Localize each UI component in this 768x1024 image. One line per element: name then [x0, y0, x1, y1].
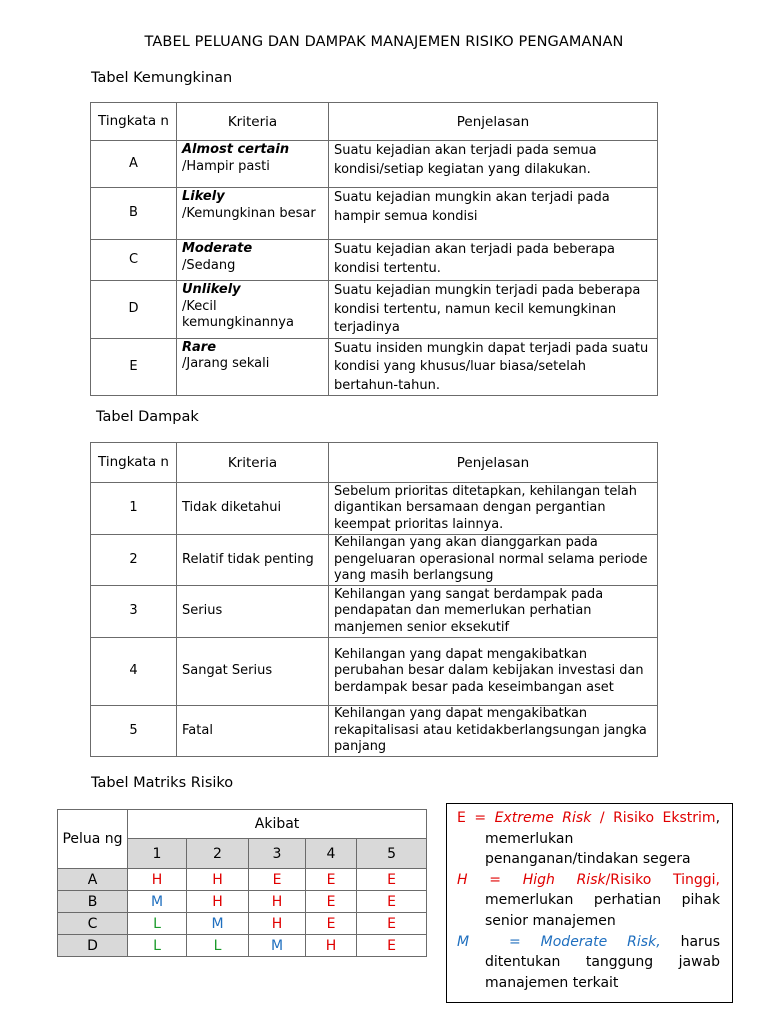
penjelasan-cell: Kehilangan yang dapat mengakibatkan perubahan besar dalam kebijakan investasi dan berdampak besar pada keseimbangan aset — [329, 638, 658, 706]
header-tingkatan: Tingkata n — [91, 103, 177, 141]
table-row — [91, 188, 658, 240]
kriteria-cell: Fatal — [177, 706, 329, 757]
kriteria-cell: Tidak diketahui — [177, 483, 329, 535]
header-kriteria: Kriteria — [177, 443, 329, 483]
level-cell: 5 — [91, 706, 177, 757]
legend-high: H = High Risk/Risiko Tinggi, memerlukan perhatian pihak senior manajemen — [457, 871, 720, 929]
table-row — [91, 483, 658, 535]
penjelasan-cell: Kehilangan yang sangat berdampak pada pendapatan dan memerlukan perhatian manjemen senior eksekutif — [329, 586, 658, 638]
table-row — [91, 586, 658, 638]
kriteria-cell: Serius — [177, 586, 329, 638]
penjelasan-cell: Suatu insiden mungkin dapat terjadi pada suatu kondisi yang khusus/luar biasa/setelah bertahun-tahun. — [329, 338, 658, 396]
document-title: TABEL PELUANG DAN DAMPAK MANAJEMEN RISIKO PENGAMANAN — [144, 34, 624, 50]
kemungkinan-table — [90, 102, 658, 396]
risk-cell: L — [128, 913, 187, 935]
risk-matrix-table — [57, 809, 427, 957]
risk-cell: H — [128, 869, 187, 891]
penjelasan-cell: Sebelum prioritas ditetapkan, kehilangan telah digantikan bersamaan dengan pergantian keempat prioritas lainnya. — [329, 483, 658, 535]
table-row — [91, 535, 658, 586]
matrix-row — [58, 891, 427, 913]
kriteria-cell — [177, 188, 329, 240]
table-row — [91, 706, 658, 757]
risk-cell: E — [357, 935, 427, 957]
akibat-col-2: 2 — [187, 839, 249, 869]
kriteria-english: Unlikely — [182, 282, 241, 297]
legend-h-ind: /Risiko Tinggi, — [605, 871, 720, 888]
risk-cell: H — [187, 891, 249, 913]
dampak-heading: Tabel Dampak — [96, 409, 199, 425]
legend-h-code: H — [457, 871, 468, 888]
legend-m-rest: harus ditentukan tanggung jawab manajemen terkait — [485, 933, 720, 991]
kriteria-indonesian: /Hampir pasti — [182, 158, 270, 174]
level-cell: A — [91, 141, 177, 188]
header-tingkatan: Tingkata n — [91, 443, 177, 483]
table-row — [91, 240, 658, 281]
risk-cell: H — [249, 891, 306, 913]
penjelasan-cell: Suatu kejadian akan terjadi pada beberapa kondisi tertentu. — [329, 240, 658, 281]
legend-e-slash: / — [599, 810, 605, 826]
risk-cell: M — [249, 935, 306, 957]
header-kriteria: Kriteria — [177, 103, 329, 141]
level-cell: D — [91, 281, 177, 339]
risk-cell: E — [306, 869, 357, 891]
penjelasan-cell: Suatu kejadian mungkin terjadi pada beberapa kondisi tertentu, namun kecil kemungkinan terjadinya — [329, 281, 658, 339]
kriteria-cell — [177, 141, 329, 188]
header-penjelasan: Penjelasan — [329, 443, 658, 483]
table-header-row — [91, 443, 658, 483]
legend-m-code: M — [457, 933, 470, 950]
penjelasan-cell: Kehilangan yang akan dianggarkan pada pengeluaran operasional normal selama periode yang masih berlangsung — [329, 535, 658, 586]
table-row — [91, 338, 658, 396]
matriks-heading: Tabel Matriks Risiko — [91, 775, 234, 791]
legend-e-ind: Risiko Ekstrim — [613, 810, 716, 826]
kriteria-cell: Relatif tidak penting — [177, 535, 329, 586]
peluang-row-label: B — [58, 891, 128, 913]
level-cell: 1 — [91, 483, 177, 535]
risk-cell: L — [128, 935, 187, 957]
legend-moderate: M = Moderate Risk, harus ditentukan tanggung jawab manajemen terkait — [457, 933, 720, 991]
dampak-table — [90, 442, 658, 757]
kriteria-cell — [177, 240, 329, 281]
risk-legend — [446, 803, 733, 1003]
legend-e-term: Extreme Risk — [494, 810, 592, 826]
legend-e-rest: , memerlukan penanganan/tindakan segera — [485, 810, 721, 868]
akibat-col-5: 5 — [357, 839, 427, 869]
akibat-col-1: 1 — [128, 839, 187, 869]
kriteria-english: Almost certain — [182, 142, 290, 157]
kriteria-cell: Sangat Serius — [177, 638, 329, 706]
level-cell: E — [91, 338, 177, 396]
table-header-row — [91, 103, 658, 141]
akibat-col-3: 3 — [249, 839, 306, 869]
kemungkinan-heading: Tabel Kemungkinan — [91, 70, 233, 86]
risk-cell: H — [249, 913, 306, 935]
penjelasan-cell: Kehilangan yang dapat mengakibatkan rekapitalisasi atau ketidakberlangsungan jangka panjang — [329, 706, 658, 757]
level-cell: 3 — [91, 586, 177, 638]
kriteria-english: Rare — [182, 339, 217, 355]
legend-extreme: E = Extreme Risk / Risiko Ekstrim, memerlukan penanganan/tindakan segera — [457, 810, 721, 868]
kriteria-indonesian: /Kemungkinan besar — [182, 205, 316, 221]
kriteria-indonesian: /Kecil kemungkinannya — [182, 298, 294, 330]
risk-cell: H — [306, 935, 357, 957]
legend-h-term: High Risk — [522, 871, 606, 888]
level-cell: C — [91, 240, 177, 281]
peluang-row-label: D — [58, 935, 128, 957]
penjelasan-cell: Suatu kejadian akan terjadi pada semua kondisi/setiap kegiatan yang dilakukan. — [329, 141, 658, 188]
risk-cell: L — [187, 935, 249, 957]
kriteria-cell — [177, 338, 329, 396]
risk-cell: E — [306, 891, 357, 913]
table-row — [91, 281, 658, 339]
risk-cell: M — [128, 891, 187, 913]
risk-cell: E — [357, 913, 427, 935]
peluang-label: Pelua ng — [58, 810, 128, 869]
akibat-label: Akibat — [128, 810, 427, 839]
matrix-row — [58, 935, 427, 957]
level-cell: B — [91, 188, 177, 240]
peluang-row-label: C — [58, 913, 128, 935]
matrix-row — [58, 913, 427, 935]
kriteria-english: Likely — [182, 189, 225, 204]
risk-cell: E — [306, 913, 357, 935]
risk-cell: H — [187, 869, 249, 891]
kriteria-english: Moderate — [182, 241, 253, 256]
risk-cell: E — [357, 869, 427, 891]
risk-cell: M — [187, 913, 249, 935]
header-penjelasan: Penjelasan — [329, 103, 658, 141]
level-cell: 4 — [91, 638, 177, 706]
akibat-col-4: 4 — [306, 839, 357, 869]
penjelasan-cell: Suatu kejadian mungkin akan terjadi pada hampir semua kondisi — [329, 188, 658, 240]
level-cell: 2 — [91, 535, 177, 586]
kriteria-cell — [177, 281, 329, 339]
table-row — [91, 141, 658, 188]
legend-m-term: Moderate Risk, — [540, 933, 661, 950]
peluang-row-label: A — [58, 869, 128, 891]
kriteria-indonesian: /Jarang sekali — [182, 356, 270, 371]
table-row — [91, 638, 658, 706]
legend-h-rest: memerlukan perhatian pihak senior manajemen — [485, 892, 720, 929]
risk-cell: E — [249, 869, 306, 891]
risk-cell: E — [357, 891, 427, 913]
legend-e-code: E — [457, 810, 466, 826]
kriteria-indonesian: /Sedang — [182, 257, 236, 273]
matrix-row — [58, 869, 427, 891]
